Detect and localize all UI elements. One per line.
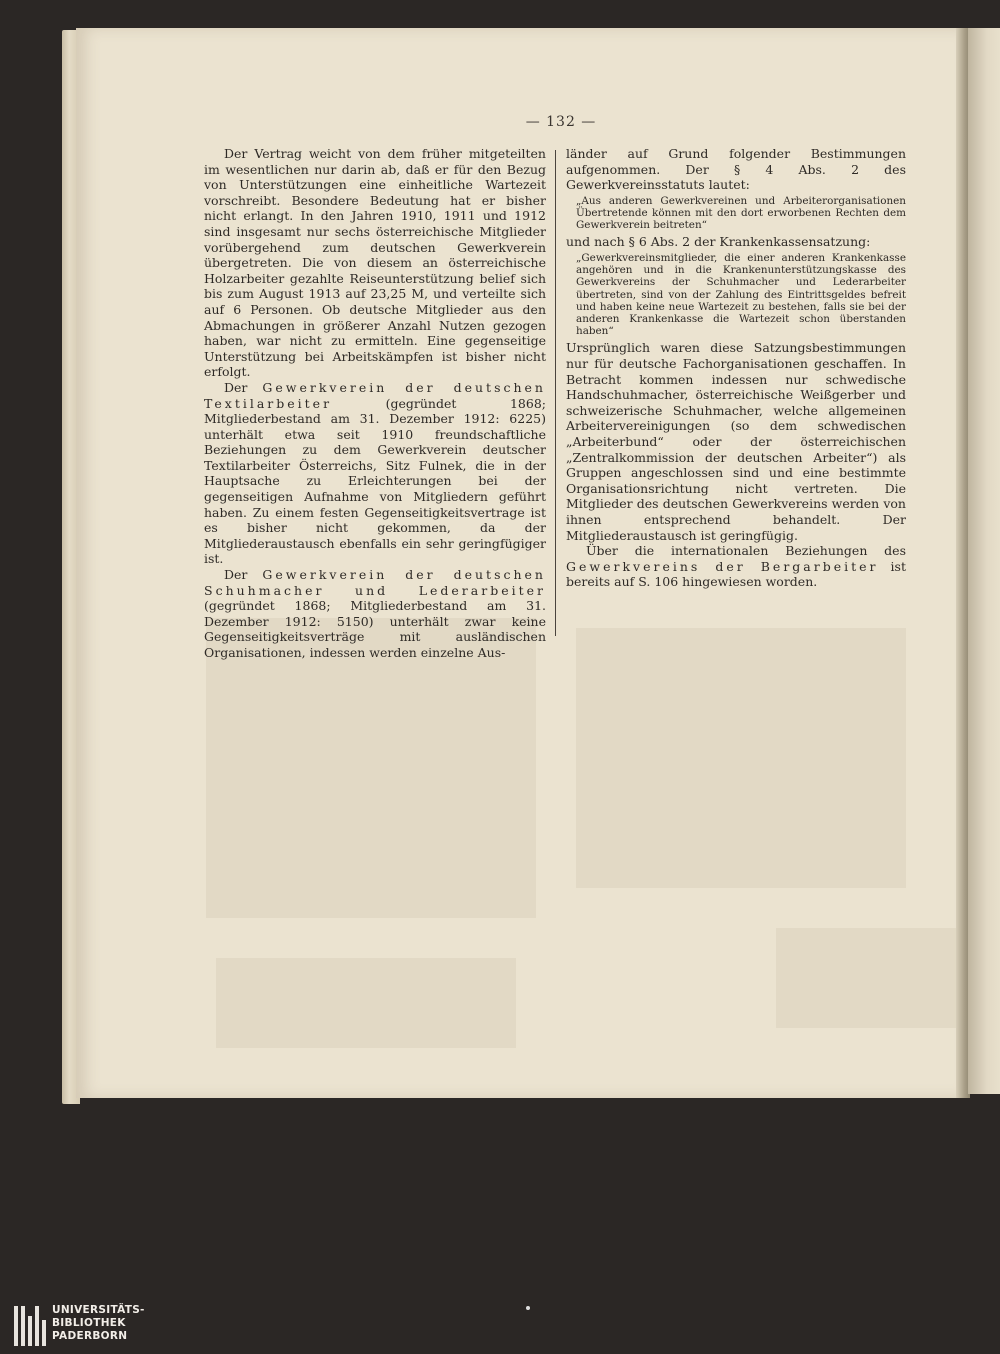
paragraph-lead: Über die internationalen Beziehungen des <box>586 543 906 559</box>
paragraph-lead: Der <box>224 567 248 583</box>
paragraph-schuhmacher <box>204 567 546 661</box>
organization-name: Gewerkverein der deutschen Textilarbeiter <box>204 379 546 411</box>
left-column <box>204 146 546 661</box>
organization-name: Gewerkvereins der Bergarbeiter <box>566 558 879 574</box>
logo-line-3: PADERBORN <box>52 1330 128 1342</box>
paragraph-vertrag: Der Vertrag weicht von dem früher mitgeteilten im wesentlichen nur darin ab, daß er für den Bezug von Unterstützungen eine einheitliche Wartezeit vorschreibt. Besondere Bedeutung hat er bisher nicht erlangt. In den Jahren 1910, 1911 und 1912 sind insgesamt nur sechs österreichische Mitglieder vorübergehend zum deutschen Gewerkverein übergetreten. Die von diesem an österreichische Holzarbeiter gezahlte Reiseunterstützung belief sich bis zum August 1913 auf 23,25 M, und verteilte sich auf 6 Personen. Ob deutsche Mitglieder aus den Abmachungen in größerer Anzahl Nutzen gezogen haben, war nicht zu ermitteln. Eine gegenseitige Unterstützung bei Arbeitskämpfen ist bisher nicht erfolgt. <box>204 146 546 380</box>
paragraph-krankenkasse: und nach § 6 Abs. 2 der Krankenkassensatzung: <box>566 234 871 250</box>
facing-page-edge <box>968 28 1000 1094</box>
logo-line-2: BIBLIOTHEK <box>52 1317 126 1329</box>
paragraph-textilarbeiter <box>204 380 546 567</box>
quote-statut: „Aus anderen Gewerkvereinen und Arbeiterorganisationen Übertretende können mit den dort erworbenen Rechten dem Gewerkverein beitreten“ <box>576 194 906 232</box>
logo-text <box>52 1304 145 1343</box>
page-number: — 132 — <box>525 114 597 130</box>
organization-name: Gewerkverein der deutschen Schuhmacher und Lederarbeiter <box>204 567 546 598</box>
column-divider <box>555 150 556 636</box>
quote-krankenkassensatzung: „Gewerkvereinsmitglieder, die einer anderen Krankenkasse angehören und in die Krankenunterstützungskasse des Gewerkvereins der Schuhmacher und Lederarbeiter übertreten, sind von der Zahlung des Eintrittsgeldes befreit und haben keine neue Wartezeit zu bestehen, falls sie bei der anderen Krankenkasse die Wartezeit schon überstanden haben“ <box>576 251 906 338</box>
paragraph-lead: Der <box>224 379 248 395</box>
right-column <box>566 146 906 590</box>
library-logo <box>14 1304 154 1350</box>
paragraph-urspruenglich: Ursprünglich waren diese Satzungsbestimmungen nur für deutsche Fachorganisationen geschaffen. In Betracht kommen indessen nur schwedische Handschuhmacher, österreichische Weißgerber und schweizerische Schuhmacher, welche allgemeinen Arbeitervereinigungen (so dem schwedischen „Arbeiterbund“ oder der österreichischen „Zentralkommission der deutschen Arbeiter“) als Gruppen angeschlossen sind und eine bestimmte Organisationsrichtung nicht vertreten. Die Mitglieder des deutschen Gewerkvereins werden von ihnen entsprechend behandelt. Der Mitgliederaustausch ist geringfügig. <box>566 340 906 543</box>
paragraph-body: (gegründet 1868; Mitgliederbestand am 31. Dezember 1912: 5150) unterhält zwar keine Gegenseitigkeitsverträge mit ausländischen Organisationen, indessen werden einzelne Aus- <box>204 598 546 660</box>
scan-speck <box>526 1306 530 1310</box>
logo-line-1: UNIVERSITÄTS- <box>52 1304 145 1316</box>
paragraph-body: ist bereits auf S. 106 hingewiesen worden. <box>566 558 906 590</box>
paragraph-auslaender: länder auf Grund folgender Bestimmungen aufgenommen. Der § 4 Abs. 2 des Gewerkvereinsstatuts lautet: <box>566 146 906 193</box>
paragraph-bergarbeiter <box>566 543 906 590</box>
paragraph-body: (gegründet 1868; Mitgliederbestand am 31. Dezember 1912: 6225) unterhält etwa seit 1910 freundschaftliche Beziehungen zu dem Gewerkverein deutscher Textilarbeiter Österreichs, Sitz Fulnek, die in der Hauptsache zu Erleichterungen bei der gegenseitigen Aufnahme von Mitgliedern geführt haben. Zu einem festen Gegenseitigkeitsvertrage ist es bisher nicht gekommen, da der Mitgliederaustausch ebenfalls ein sehr geringfügiger ist. <box>204 395 546 567</box>
